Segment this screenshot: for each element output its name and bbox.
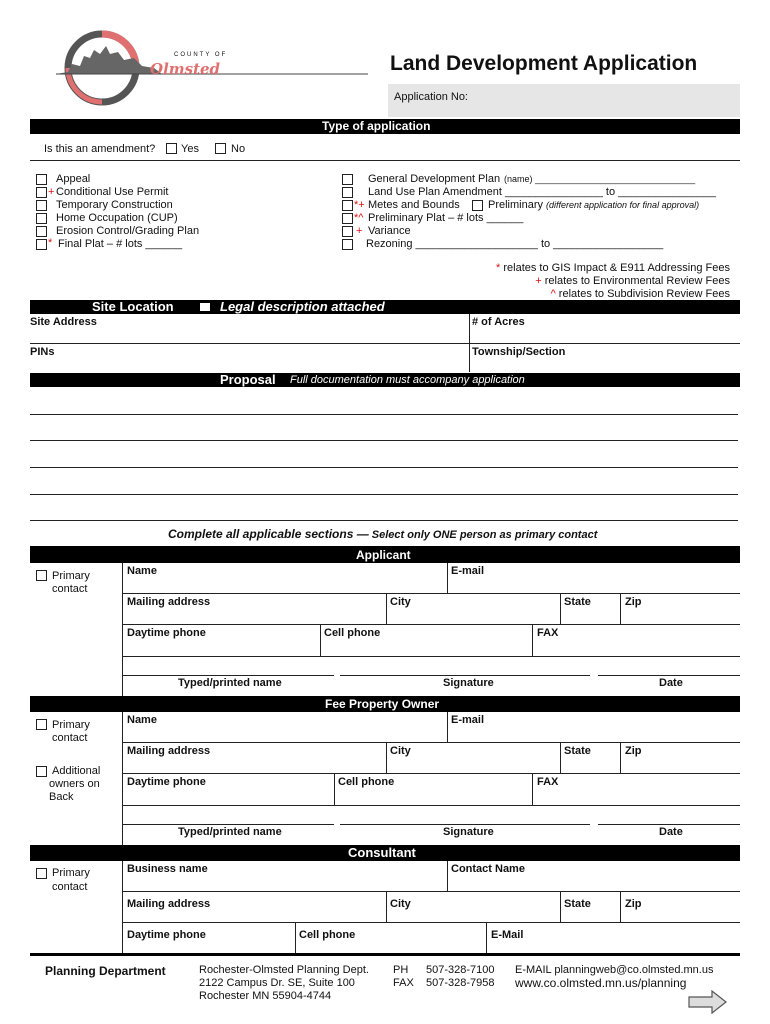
sections-note: Complete all applicable sections — Select only ONE person as primary contact (168, 527, 598, 541)
land-use-label: Land Use Plan Amendment ________________ to ________________ (368, 186, 717, 198)
consultant-state-label: State (564, 898, 591, 910)
preliminary-label: Preliminary (488, 199, 544, 211)
proposal-note: Full documentation must accompany application (290, 374, 525, 386)
footer-ph-label: PH (393, 964, 409, 976)
applicant-daytime-label: Daytime phone (127, 627, 206, 639)
applicant-email-label: E-mail (451, 565, 485, 577)
site-address-label: Site Address (30, 316, 97, 328)
owner-primary-label-2: contact (52, 732, 88, 744)
home-occupation-checkbox[interactable] (36, 213, 47, 224)
erosion-control-label: Erosion Control/Grading Plan (56, 225, 200, 237)
type-right-list (342, 173, 742, 253)
applicant-state-label: State (564, 596, 591, 608)
owner-typed-line[interactable] (122, 824, 334, 825)
consultant-business-label: Business name (127, 863, 208, 875)
application-no-label: Application No: (394, 91, 468, 103)
proposal-line-4[interactable] (30, 494, 738, 495)
site-section-title: Site Location (92, 299, 174, 314)
owner-mailing-label: Mailing address (127, 745, 211, 757)
consultant-city-label: City (390, 898, 411, 910)
proposal-title: Proposal (220, 372, 276, 387)
divider (532, 773, 533, 805)
divider (447, 712, 448, 742)
footer-address-3: Rochester MN 55904-4744 (199, 990, 332, 1002)
appeal-checkbox[interactable] (36, 174, 47, 185)
divider (334, 773, 335, 805)
footer-dept: Planning Department (45, 964, 166, 978)
consultant-primary-checkbox[interactable] (36, 868, 47, 879)
consultant-mailing-label: Mailing address (127, 898, 211, 910)
owner-cell-label: Cell phone (338, 776, 395, 788)
applicant-city-label: City (390, 596, 411, 608)
footer-email[interactable]: E-MAIL planningweb@co.olmsted.mn.us (515, 964, 714, 976)
appeal-label: Appeal (56, 173, 91, 185)
owner-state-label: State (564, 745, 591, 757)
proposal-line-2[interactable] (30, 440, 738, 441)
applicant-name-label: Name (127, 565, 157, 577)
conditional-use-checkbox[interactable] (36, 187, 47, 198)
preliminary-note: (different application for final approval) (546, 200, 700, 210)
owner-left-divider (122, 712, 123, 845)
rezoning-label: Rezoning ____________________ to __________________ (366, 238, 664, 250)
divider (447, 861, 448, 891)
divider (447, 563, 448, 593)
applicant-primary-checkbox[interactable] (36, 570, 47, 581)
amendment-yes-label: Yes (181, 143, 199, 155)
pins-label: PINs (30, 346, 55, 358)
consultant-primary-label-2: contact (52, 881, 88, 893)
applicant-zip-label: Zip (625, 596, 642, 608)
general-development-name: (name) ________________________________ (504, 174, 696, 184)
additional-owners-label-2: owners on (49, 778, 100, 790)
applicant-typed-line[interactable] (122, 675, 334, 676)
consultant-title: Consultant (348, 845, 416, 860)
township-label: Township/Section (472, 346, 566, 358)
fee-note-sub: ^ relates to Subdivision Review Fees (550, 288, 730, 300)
divider (122, 805, 740, 806)
owner-date-line[interactable] (598, 824, 740, 825)
footer-address-1: Rochester-Olmsted Planning Dept. (199, 964, 369, 976)
applicant-typed-label: Typed/printed name (178, 677, 282, 689)
divider (386, 891, 387, 922)
consultant-daytime-label: Daytime phone (127, 929, 206, 941)
owner-name-label: Name (127, 714, 157, 726)
owner-fax-label: FAX (537, 776, 559, 788)
legal-description-checkbox[interactable] (200, 303, 210, 311)
consultant-email-label: E-Mail (491, 929, 524, 941)
fee-mark: + (48, 186, 55, 198)
county-logo (50, 28, 370, 108)
amendment-no-label: No (231, 143, 246, 155)
site-row-divider (30, 343, 740, 344)
applicant-fax-label: FAX (537, 627, 559, 639)
general-development-label: General Development Plan (368, 173, 501, 185)
applicant-primary-label-2: contact (52, 583, 88, 595)
amendment-no-checkbox[interactable] (215, 143, 226, 154)
temporary-construction-label: Temporary Construction (56, 199, 173, 211)
owner-typed-label: Typed/printed name (178, 826, 282, 838)
consultant-contact-label: Contact Name (451, 863, 525, 875)
amendment-yes-checkbox[interactable] (166, 143, 177, 154)
type-section-title: Type of application (322, 119, 431, 133)
applicant-signature-label: Signature (443, 677, 494, 689)
amendment-question: Is this an amendment? (44, 143, 156, 155)
divider (620, 593, 621, 624)
owner-zip-label: Zip (625, 745, 642, 757)
additional-owners-label-1: Additional (52, 765, 101, 777)
preliminary-plat-checkbox[interactable] (342, 213, 353, 224)
footer-web[interactable]: www.co.olmsted.mn.us/planning (515, 976, 687, 990)
general-development-checkbox[interactable] (342, 174, 353, 185)
proposal-line-3[interactable] (30, 467, 738, 468)
divider (560, 742, 561, 773)
divider (620, 742, 621, 773)
variance-label: Variance (368, 225, 411, 237)
next-page-arrow-icon[interactable] (688, 990, 728, 1014)
applicant-cell-label: Cell phone (324, 627, 381, 639)
applicant-signature-line[interactable] (340, 675, 590, 676)
divider (295, 922, 296, 953)
applicant-mailing-label: Mailing address (127, 596, 211, 608)
land-use-checkbox[interactable] (342, 187, 353, 198)
applicant-title: Applicant (356, 548, 411, 562)
owner-daytime-label: Daytime phone (127, 776, 206, 788)
owner-primary-checkbox[interactable] (36, 719, 47, 730)
type-divider (30, 160, 740, 161)
owner-signature-label: Signature (443, 826, 494, 838)
owner-signature-line[interactable] (340, 824, 590, 825)
additional-owners-checkbox[interactable] (36, 766, 47, 777)
applicant-primary-label-1: Primary (52, 570, 90, 582)
divider (486, 922, 487, 953)
fee-notes (420, 262, 730, 302)
divider (122, 656, 740, 657)
consultant-left-divider (122, 861, 123, 953)
divider (122, 593, 740, 594)
divider (560, 593, 561, 624)
consultant-zip-label: Zip (625, 898, 642, 910)
divider (122, 773, 740, 774)
additional-owners-label-3: Back (49, 791, 74, 803)
divider (386, 593, 387, 624)
owner-primary-label-1: Primary (52, 719, 90, 731)
fee-note-gis: * relates to GIS Impact & E911 Addressing Fees (496, 262, 730, 274)
home-occupation-label: Home Occupation (CUP) (56, 212, 178, 224)
divider (122, 742, 740, 743)
consultant-cell-label: Cell phone (299, 929, 356, 941)
page-title: Land Development Application (390, 52, 698, 75)
applicant-date-label: Date (659, 677, 683, 689)
divider (320, 624, 321, 656)
acres-label: # of Acres (472, 316, 525, 328)
logo-county-name: Olmsted (150, 60, 221, 78)
metes-bounds-checkbox[interactable] (342, 200, 353, 211)
applicant-date-line[interactable] (598, 675, 740, 676)
divider (532, 624, 533, 656)
owner-title: Fee Property Owner (325, 697, 440, 711)
divider (560, 891, 561, 922)
footer-rule (30, 953, 740, 956)
footer-fax: 507-328-7958 (426, 977, 495, 989)
type-left-list (36, 173, 316, 253)
preliminary-checkbox[interactable] (472, 200, 483, 211)
final-plat-label: Final Plat – # lots ______ (58, 238, 183, 250)
divider (386, 742, 387, 773)
footer-ph: 507-328-7100 (426, 964, 495, 976)
applicant-left-divider (122, 563, 123, 696)
proposal-line-5[interactable] (30, 520, 738, 521)
owner-date-label: Date (659, 826, 683, 838)
final-plat-checkbox[interactable] (36, 239, 47, 250)
temporary-construction-checkbox[interactable] (36, 200, 47, 211)
fee-note-env: + relates to Environmental Review Fees (535, 275, 730, 287)
consultant-primary-label-1: Primary (52, 867, 90, 879)
conditional-use-label: Conditional Use Permit (56, 186, 169, 198)
logo-county-of: COUNTY OF (174, 52, 228, 58)
variance-checkbox[interactable] (342, 226, 353, 237)
divider (620, 891, 621, 922)
owner-email-label: E-mail (451, 714, 485, 726)
fee-mark: + (356, 225, 363, 237)
preliminary-plat-label: Preliminary Plat – # lots ______ (368, 212, 524, 224)
erosion-control-checkbox[interactable] (36, 226, 47, 237)
divider (122, 891, 740, 892)
owner-city-label: City (390, 745, 411, 757)
fee-mark: *+ (354, 199, 365, 211)
footer-address-2: 2122 Campus Dr. SE, Suite 100 (199, 977, 355, 989)
divider (122, 624, 740, 625)
fee-mark: * (48, 237, 53, 249)
rezoning-checkbox[interactable] (342, 239, 353, 250)
legal-description-label: Legal description attached (220, 299, 385, 314)
proposal-line-1[interactable] (30, 414, 738, 415)
footer-fax-label: FAX (393, 977, 414, 989)
fee-mark: *^ (354, 212, 364, 224)
metes-bounds-label: Metes and Bounds (368, 199, 460, 211)
divider (122, 922, 740, 923)
